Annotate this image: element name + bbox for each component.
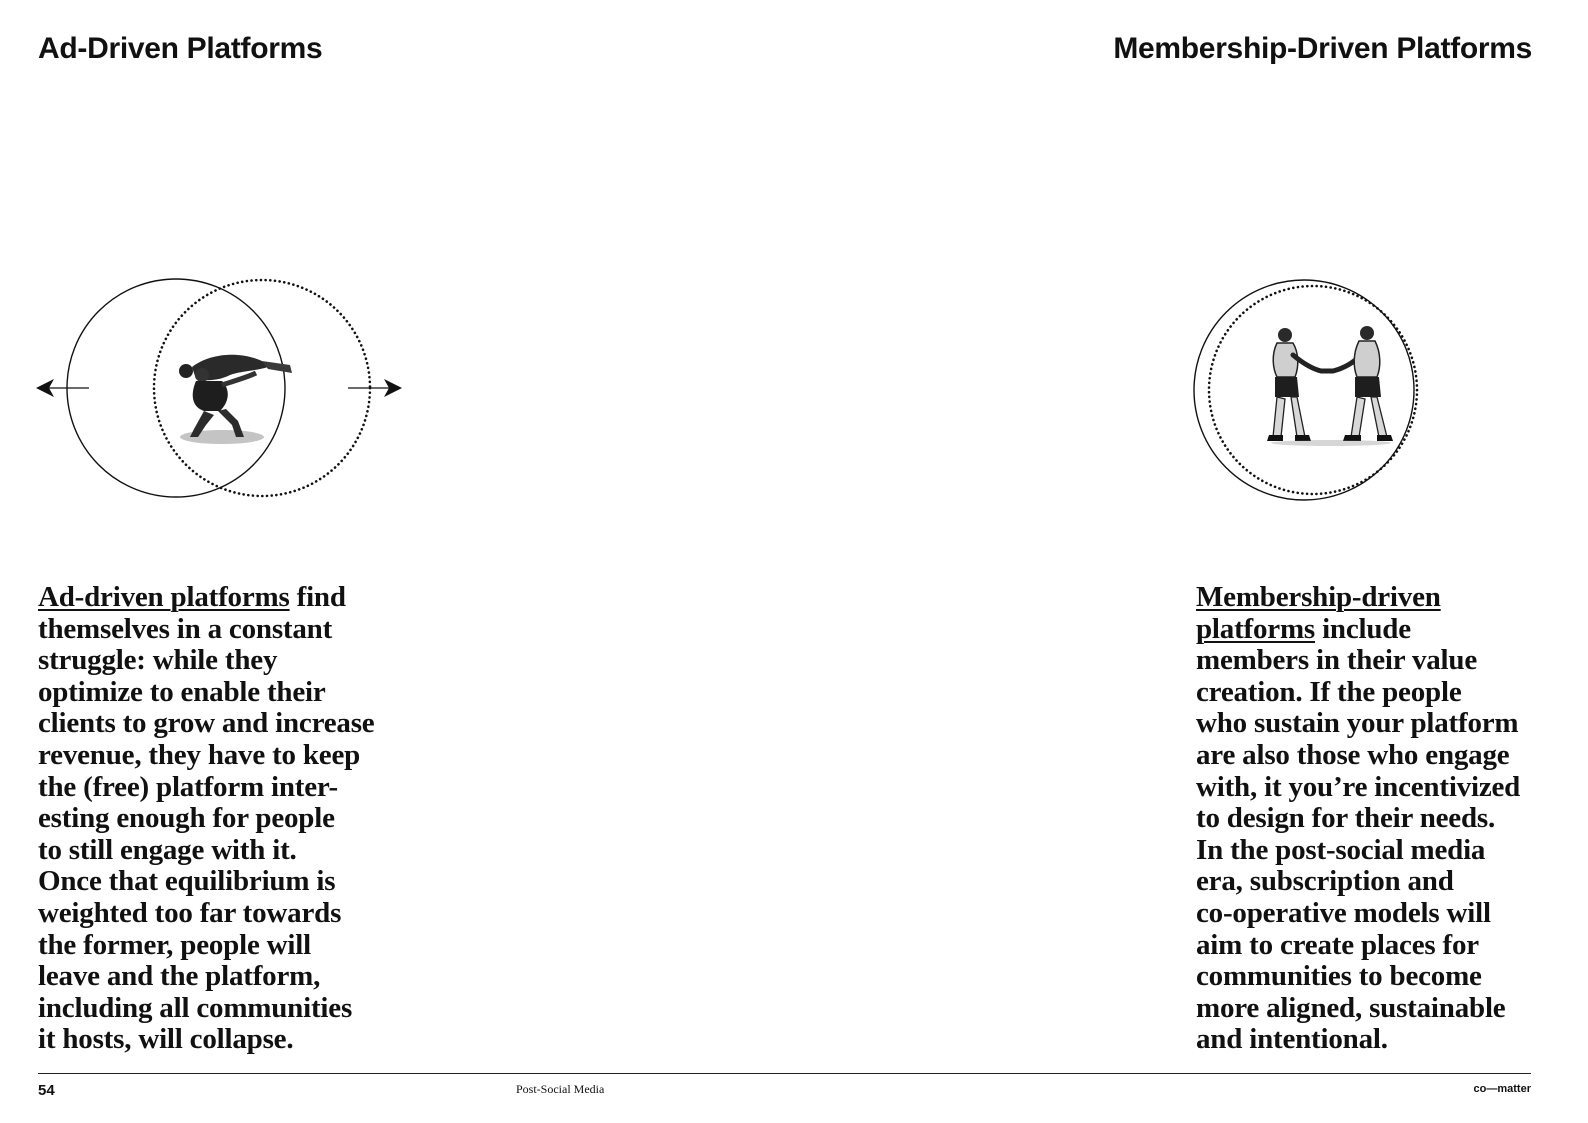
text-line: era, subscription and	[1196, 865, 1454, 898]
text-line: weighted too far towards	[38, 896, 342, 929]
text-line: more aligned, sustainable	[1196, 991, 1506, 1024]
wrestlers-engraving-icon	[179, 355, 292, 444]
membership-driven-paragraph	[1196, 582, 1541, 1056]
brand-logo: co—matter	[1473, 1083, 1531, 1095]
text-line: communities to become	[1196, 960, 1482, 993]
text-line: include	[1315, 612, 1411, 645]
text-line: In the post-social media	[1196, 833, 1486, 866]
running-title: Post-Social Media	[516, 1082, 605, 1096]
text-line: themselves in a constant	[38, 612, 333, 645]
membership-driven-diagram	[1185, 270, 1445, 510]
arrow-right-icon	[348, 379, 402, 397]
text-line: clients to grow and increase	[38, 707, 375, 740]
ad-driven-link[interactable]: Ad-driven platforms	[38, 581, 290, 613]
footer-divider	[38, 1073, 1531, 1074]
text-line: the (free) platform inter-	[38, 770, 338, 803]
text-line: members in their value	[1196, 644, 1477, 677]
text-line: to still engage with it.	[38, 833, 297, 866]
text-line: with, it you’re incentivized	[1196, 770, 1521, 803]
text-line: struggle: while they	[38, 644, 278, 677]
membership-driven-link-part1[interactable]: Membership-driven	[1196, 581, 1441, 613]
handshake-boxers-engraving-icon	[1267, 326, 1393, 446]
membership-driven-link-part2[interactable]: platforms	[1196, 612, 1316, 645]
text-line: optimize to enable their	[38, 675, 326, 708]
text-line: including all communities	[38, 991, 353, 1024]
text-line: aim to create places for	[1196, 928, 1479, 961]
heading-membership-driven: Membership-Driven Platforms	[1113, 32, 1532, 65]
text-line: are also those who engage	[1196, 738, 1510, 771]
text-line: leave and the platform,	[38, 960, 321, 993]
text-line: it hosts, will collapse.	[38, 1023, 294, 1056]
text-line: find	[289, 581, 346, 613]
heading-ad-driven: Ad-Driven Platforms	[38, 32, 323, 65]
text-line: to design for their needs.	[1196, 802, 1496, 835]
text-line: esting enough for people	[38, 802, 335, 835]
page-number: 54	[38, 1082, 55, 1099]
ad-driven-diagram	[30, 270, 410, 510]
text-line: Once that equilibrium is	[38, 865, 336, 898]
text-line: revenue, they have to keep	[38, 738, 361, 771]
text-line: who sustain your platform	[1196, 707, 1519, 740]
text-line: co-operative models will	[1196, 896, 1491, 929]
text-line: the former, people will	[38, 928, 311, 961]
text-line: creation. If the people	[1196, 675, 1462, 708]
arrow-left-icon	[36, 379, 89, 397]
ad-driven-paragraph	[38, 582, 388, 1056]
text-line: and intentional.	[1196, 1023, 1388, 1056]
